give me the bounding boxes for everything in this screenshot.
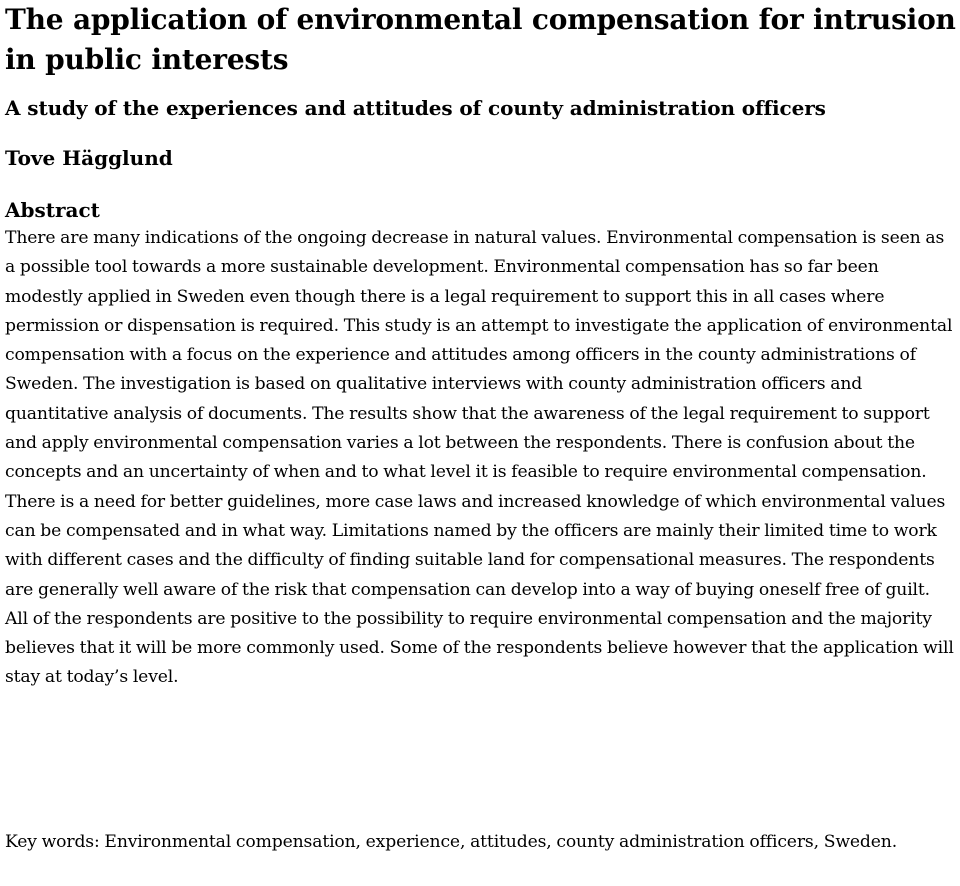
- keywords-text: Key words: Environmental compensation, experience, attitudes, county administration officers, Sweden.: [5, 832, 898, 852]
- document-page: [5, 0, 957, 693]
- document-subtitle: A study of the experiences and attitudes of county administration officers: [5, 96, 826, 120]
- document-title: The application of environmental compensation for intrusion in public interests: [5, 3, 956, 76]
- abstract-heading: Abstract: [5, 198, 100, 222]
- abstract-text: There are many indications of the ongoing decrease in natural values. Environmental compensation is seen as a possible tool towards a more sustainable development. Environmental compensation has so far been modestly applied in Sweden even though there is a legal requirement to support this in all cases where permission or dispensation is required. This study is an attempt to investigate the application of environmental compensation with a focus on the experience and attitudes among officers in the county administrations of Sweden. The investigation is based on qualitative interviews with county administration officers and quantitative analysis of documents. The results show that the awareness of the legal requirement to support and apply environmental compensation varies a lot between the respondents. There is confusion about the concepts and an uncertainty of when and to what level it is feasible to require environmental compensation. There is a need for better guidelines, more case laws and increased knowledge of which environmental values can be compensated and in what way. Limitations named by the officers are mainly their limited time to work with different cases and the difficulty of finding suitable land for compensational measures. The respondents are generally well aware of the risk that compensation can develop into a way of buying oneself free of guilt. All of the respondents are positive to the possibility to require environmental compensation and the majority believes that it will be more commonly used. Some of the respondents believe however that the application will stay at today’s level.: [5, 228, 954, 688]
- author-name: Tove Hägglund: [5, 146, 173, 170]
